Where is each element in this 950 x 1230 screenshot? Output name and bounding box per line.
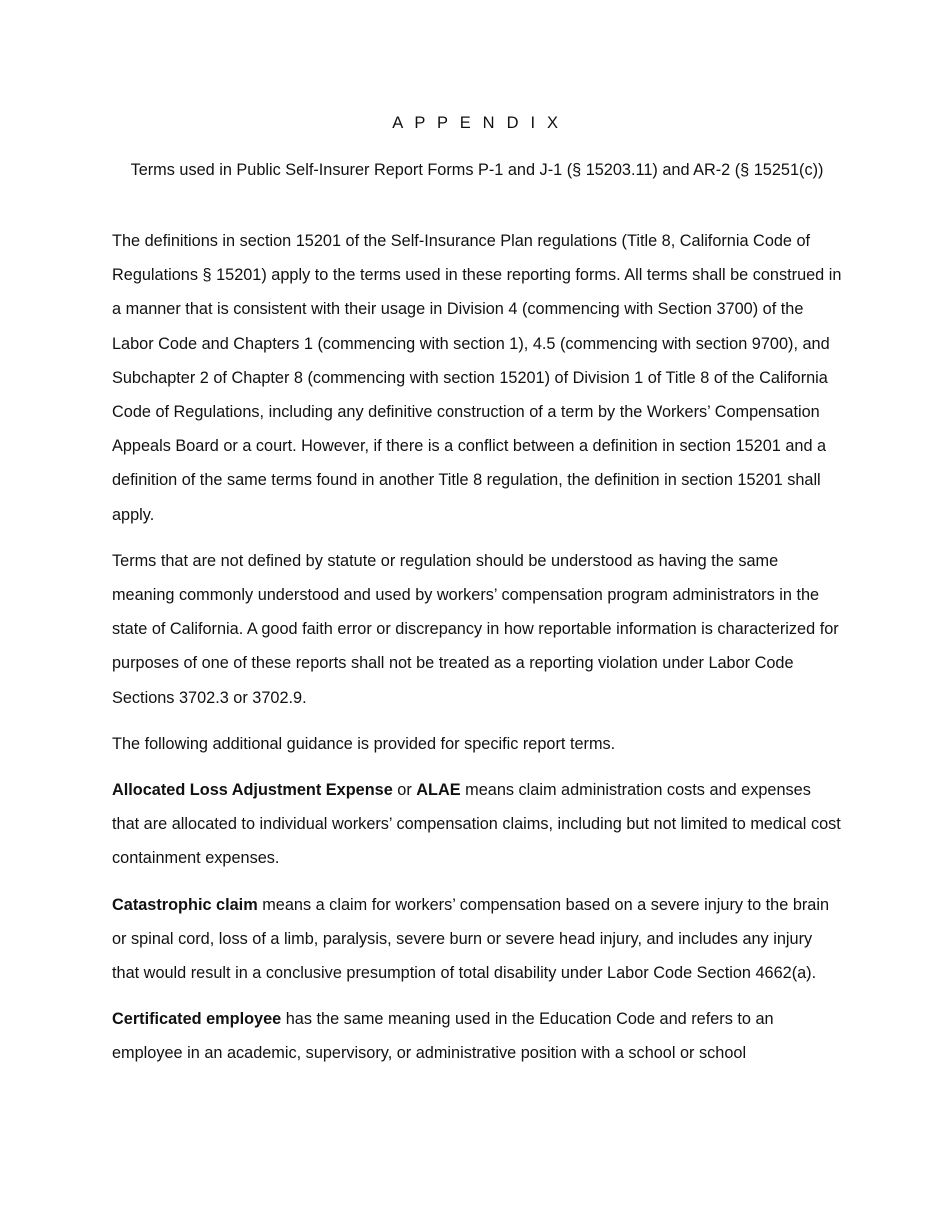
- guidance-paragraph: The following additional guidance is provided for specific report terms.: [112, 734, 616, 753]
- term-catastrophic-claim: Catastrophic claim: [112, 895, 258, 914]
- term-allocated-loss-adjustment-expense: Allocated Loss Adjustment Expense: [112, 781, 393, 800]
- definition-text-certificated-employee: has the same meaning used in the Education Code and refers to an employee in an academic, supervisory, or administrative position with a school or school: [112, 1010, 774, 1063]
- term-connector: or: [392, 781, 417, 800]
- term-certificated-employee: Certificated employee: [112, 1010, 282, 1029]
- definition-alae: [112, 773, 842, 876]
- definition-text-alae: means claim administration costs and expenses that are allocated to individual workers’ compensation claims, including but not limited to medical cost containment expenses.: [112, 781, 841, 868]
- definitions-intro-paragraph: The definitions in section 15201 of the Self-Insurance Plan regulations (Title 8, California Code of Regulations § 15201) apply to the terms used in these reporting forms. All terms shall be construed in a manner that is consistent with their usage in Division 4 (commencing with Section 3700) of the Labor Code and Chapters 1 (commencing with section 1), 4.5 (commencing with section 9700), and Subchapter 2 of Chapter 8 (commencing with section 15201) of Division 1 of Title 8 of the California Code of Regulations, including any definitive construction of a term by the Workers’ Compensation Appeals Board or a court. However, if there is a conflict between a definition in section 15201 and a definition of the same terms found in another Title 8 regulation, the definition in section 15201 shall apply.: [112, 232, 842, 524]
- appendix-title: A P P E N D I X: [392, 114, 562, 132]
- term-alae-abbreviation: ALAE: [416, 781, 461, 800]
- definition-certificated-employee: [112, 1002, 842, 1070]
- definition-catastrophic-claim: [112, 888, 842, 991]
- definition-text-catastrophic-claim: means a claim for workers’ compensation based on a severe injury to the brain or spinal cord, loss of a limb, paralysis, severe burn or severe head injury, and includes any injury that would result in a conclusive presumption of total disability under Labor Code Section 4662(a).: [112, 895, 830, 983]
- appendix-subtitle: Terms used in Public Self-Insurer Report Forms P-1 and J-1 (§ 15203.11) and AR-2 (§ 15251(c)): [130, 161, 824, 179]
- undefined-terms-paragraph: Terms that are not defined by statute or regulation should be understood as having the same meaning commonly understood and used by workers’ compensation program administrators in the state of California. A good faith error or discrepancy in how reportable information is characterized for purposes of one of these reports shall not be treated as a reporting violation under Labor Code Sections 3702.3 or 3702.9.: [112, 551, 839, 707]
- document-body: [112, 224, 842, 1083]
